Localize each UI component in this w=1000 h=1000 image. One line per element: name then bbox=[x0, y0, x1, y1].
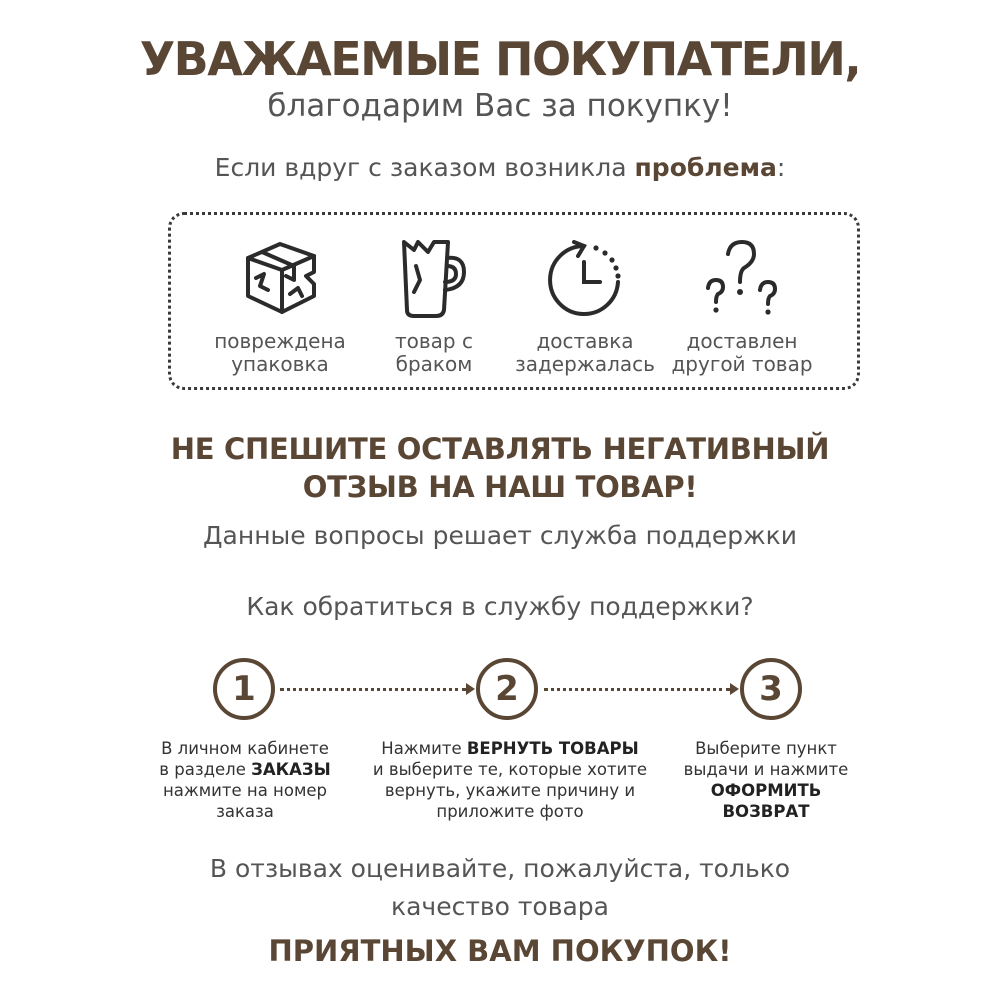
how-to-contact: Как обратиться в службу поддержки? bbox=[246, 592, 754, 621]
step-line: выдачи и нажмите bbox=[683, 760, 849, 779]
problem-label-line: другой товар bbox=[671, 352, 813, 376]
step-line bbox=[664, 780, 868, 801]
page-subtitle: благодарим Вас за покупку! bbox=[267, 88, 733, 124]
step-2-circle: 2 bbox=[476, 658, 538, 720]
step-connector bbox=[544, 688, 730, 691]
step-connector bbox=[280, 688, 466, 691]
problem-label-line: доставлен bbox=[686, 329, 798, 353]
support-text: Данные вопросы решает служба поддержки bbox=[203, 521, 797, 550]
problem-label-line: товар с bbox=[395, 329, 473, 353]
page-title: УВАЖАЕМЫЕ ПОКУПАТЕЛИ, bbox=[139, 32, 861, 86]
step-line: нажмите на номер bbox=[162, 781, 328, 800]
problem-label-defective-item bbox=[364, 330, 504, 376]
damaged-box-icon bbox=[240, 238, 324, 316]
step-emphasis: ВЕРНУТЬ ТОВАРЫ bbox=[466, 739, 639, 758]
step-line bbox=[664, 801, 868, 822]
arrow-right-icon bbox=[466, 683, 475, 695]
question-marks-icon bbox=[700, 236, 784, 320]
step-line bbox=[140, 759, 350, 780]
step-emphasis: ОФОРМИТЬ bbox=[710, 781, 822, 800]
step-emphasis: ВОЗВРАТ bbox=[722, 802, 810, 821]
arrow-right-icon bbox=[730, 683, 739, 695]
step-1-text bbox=[140, 738, 350, 822]
problem-label-wrong-item bbox=[664, 330, 820, 376]
review-line: качество товара bbox=[391, 892, 609, 921]
warning-heading bbox=[0, 430, 1000, 506]
problem-label-line: повреждена bbox=[214, 329, 346, 353]
step-line: Выберите пункт bbox=[695, 739, 837, 758]
problem-label-line: задержалась bbox=[515, 352, 655, 376]
problem-label-line: упаковка bbox=[231, 352, 329, 376]
step-line bbox=[360, 738, 660, 759]
step-text: Нажмите bbox=[381, 739, 467, 758]
problem-intro-emphasis: проблема bbox=[634, 153, 777, 182]
problem-intro-suffix: : bbox=[776, 153, 786, 182]
step-2-text bbox=[360, 738, 660, 822]
warning-line: НЕ СПЕШИТЕ ОСТАВЛЯТЬ НЕГАТИВНЫЙ bbox=[170, 432, 830, 466]
problem-label-line: браком bbox=[395, 352, 473, 376]
problem-label-line: доставка bbox=[536, 329, 634, 353]
problem-label-damaged-packaging bbox=[200, 330, 360, 376]
step-text: в разделе bbox=[159, 760, 252, 779]
closing-heading: ПРИЯТНЫХ ВАМ ПОКУПОК! bbox=[268, 934, 732, 968]
step-line: приложите фото bbox=[436, 802, 584, 821]
review-line: В отзывах оценивайте, пожалуйста, только bbox=[209, 854, 791, 883]
broken-mug-icon bbox=[398, 236, 470, 320]
step-emphasis: ЗАКАЗЫ bbox=[251, 760, 331, 779]
step-line: и выберите те, которые хотите bbox=[372, 760, 648, 779]
review-note bbox=[0, 850, 1000, 926]
problem-intro-text: Если вдруг с заказом возникла bbox=[214, 153, 635, 182]
step-line: вернуть, укажите причину и bbox=[384, 781, 636, 800]
warning-line: ОТЗЫВ НА НАШ ТОВАР! bbox=[302, 470, 698, 504]
step-3-circle: 3 bbox=[740, 658, 802, 720]
step-3-text bbox=[664, 738, 868, 822]
step-line: В личном кабинете bbox=[161, 739, 329, 758]
problem-intro bbox=[0, 150, 1000, 186]
step-line: заказа bbox=[216, 802, 274, 821]
clock-icon bbox=[544, 236, 628, 320]
problem-label-delivery-delayed bbox=[508, 330, 662, 376]
step-1-circle: 1 bbox=[213, 658, 275, 720]
